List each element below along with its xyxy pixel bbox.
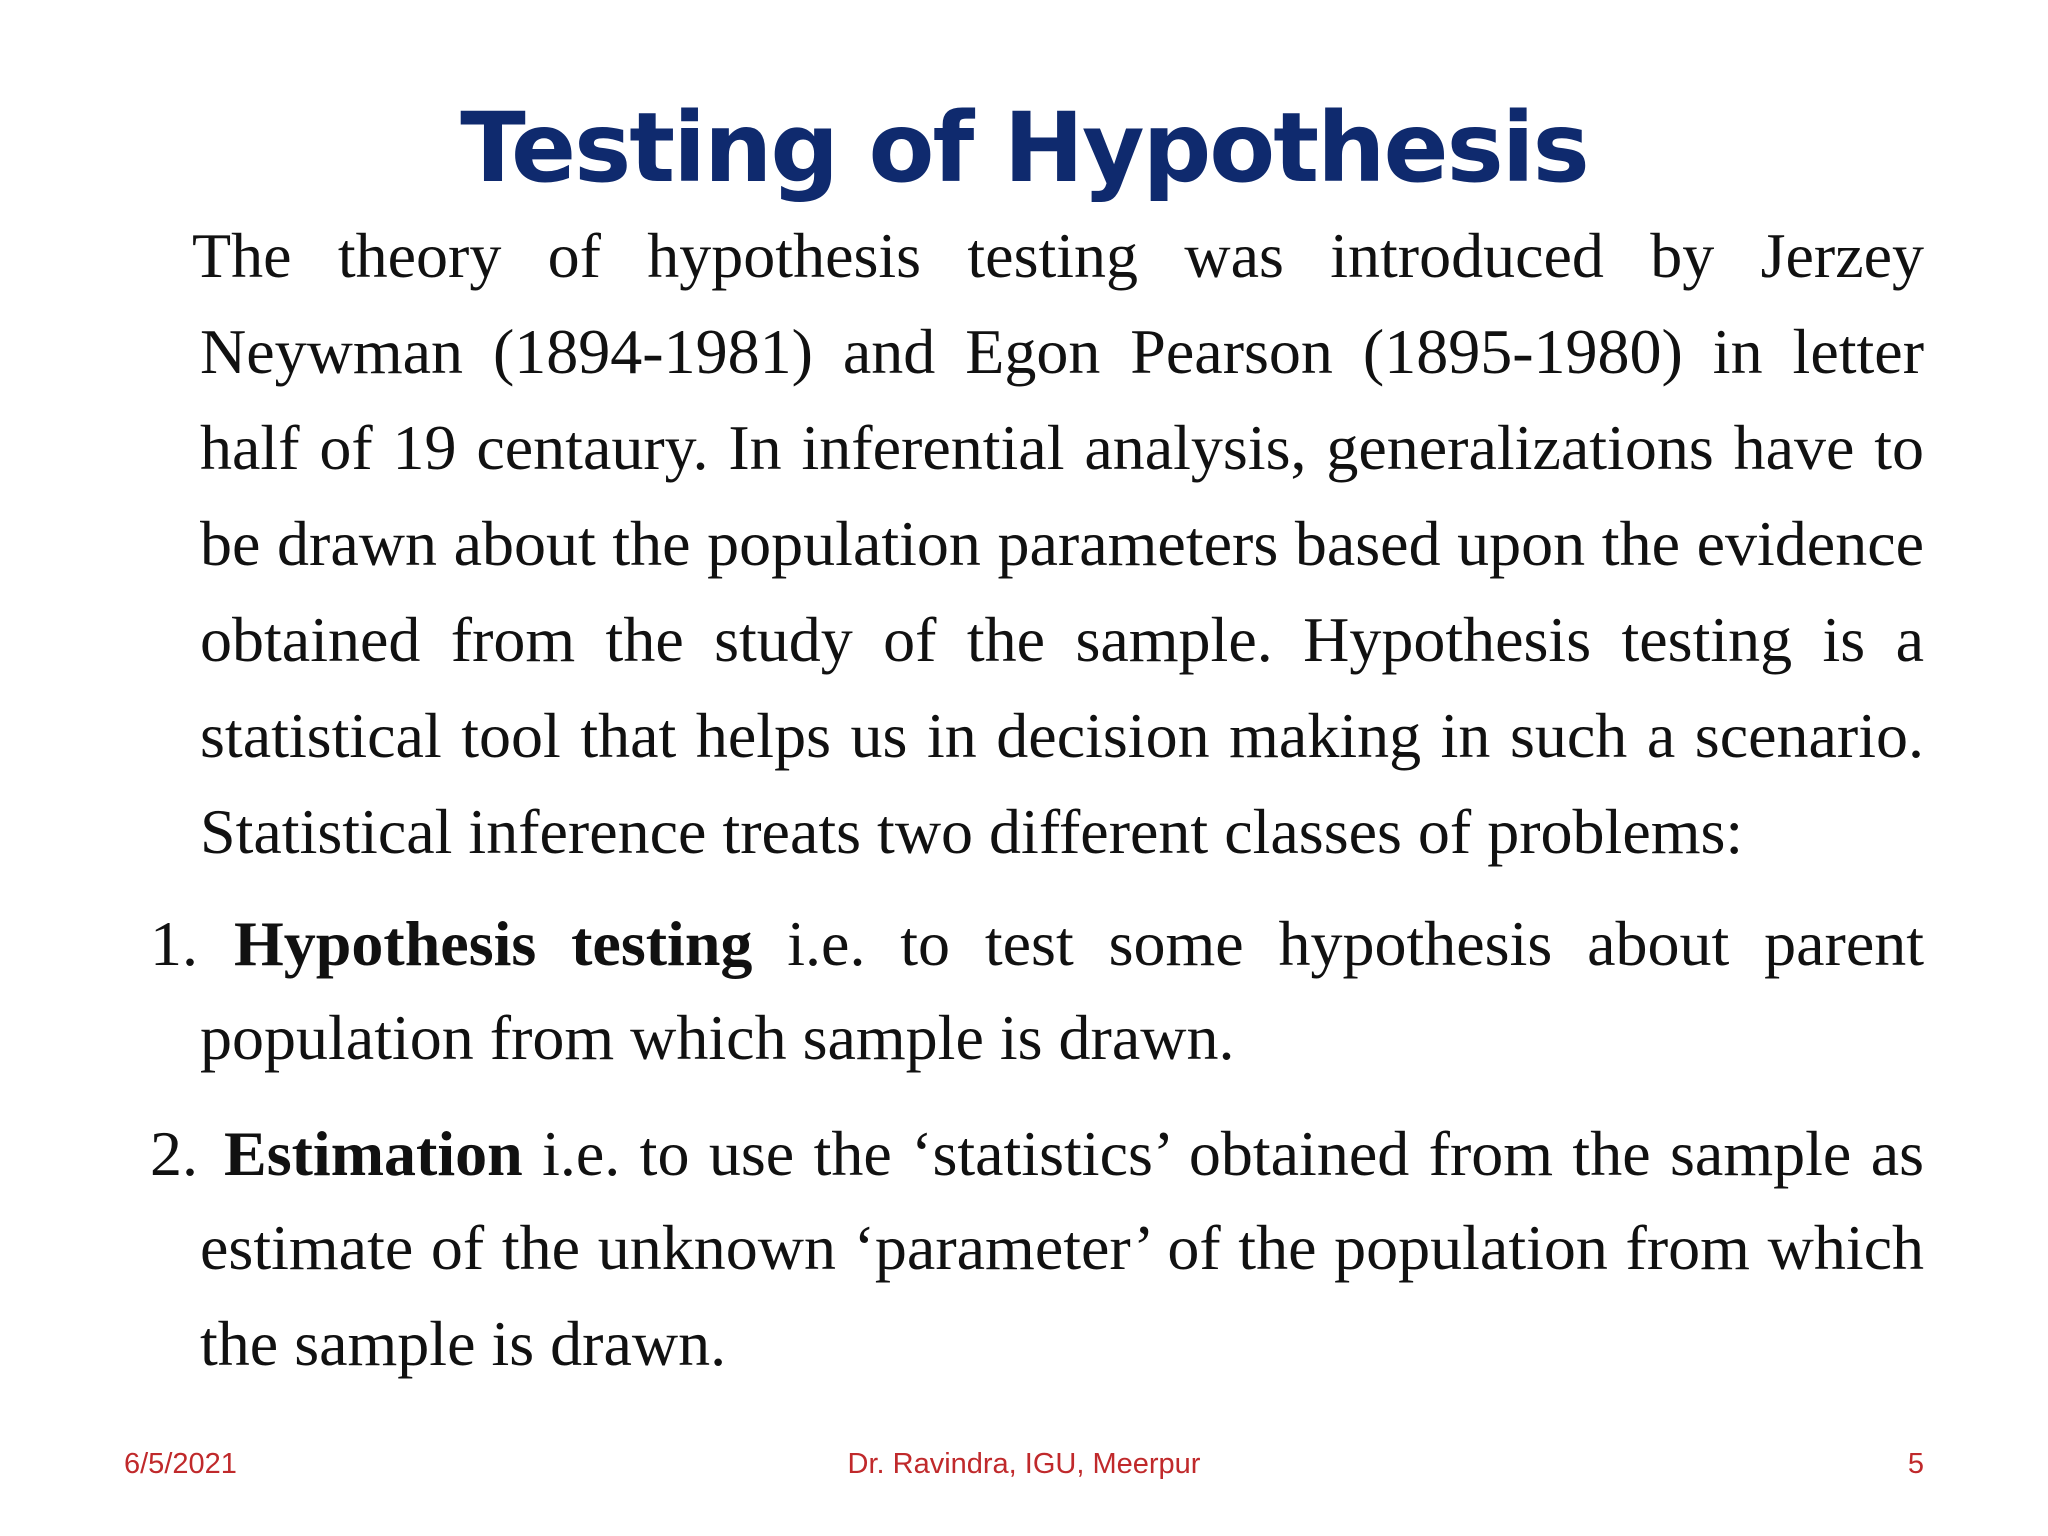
paragraph-line: statistical tool that helps us in decision making in such a scenario. (200, 700, 1924, 771)
list-number: 1. (150, 908, 198, 979)
list-item-line (234, 904, 1924, 984)
list-description: i.e. to test some hypothesis about parent (787, 908, 1925, 979)
list-continuation: the sample is drawn. (200, 1308, 727, 1379)
paragraph-line: Neywman (1894-1981) and Egon Pearson (1895-1980) in letter (200, 316, 1924, 387)
list-description: i.e. to use the ‘statistics’ obtained from the sample as (542, 1118, 1925, 1189)
list-term: Estimation (224, 1118, 523, 1189)
footer-author: Dr. Ravindra, IGU, Meerpur (847, 1448, 1201, 1480)
list-term: Hypothesis testing (234, 908, 753, 979)
footer-page-number: 5 (1907, 1448, 1924, 1480)
footer-date: 6/5/2021 (124, 1448, 237, 1480)
paragraph-line: be drawn about the population parameters based upon the evidence (200, 508, 1924, 579)
list-item-line (224, 1114, 1924, 1194)
list-continuation: population from which sample is drawn. (200, 1002, 1235, 1073)
paragraph-line: Statistical inference treats two different classes of problems: (200, 796, 1744, 867)
list-continuation: estimate of the unknown ‘parameter’ of the population from which (200, 1212, 1924, 1283)
paragraph-line: The theory of hypothesis testing was introduced by Jerzey (192, 220, 1924, 291)
paragraph-line: obtained from the study of the sample. Hypothesis testing is a (200, 604, 1924, 675)
slide-title: Testing of Hypothesis (460, 92, 1588, 204)
paragraph-line: half of 19 centaury. In inferential analysis, generalizations have to (200, 412, 1924, 483)
list-number: 2. (150, 1118, 198, 1189)
